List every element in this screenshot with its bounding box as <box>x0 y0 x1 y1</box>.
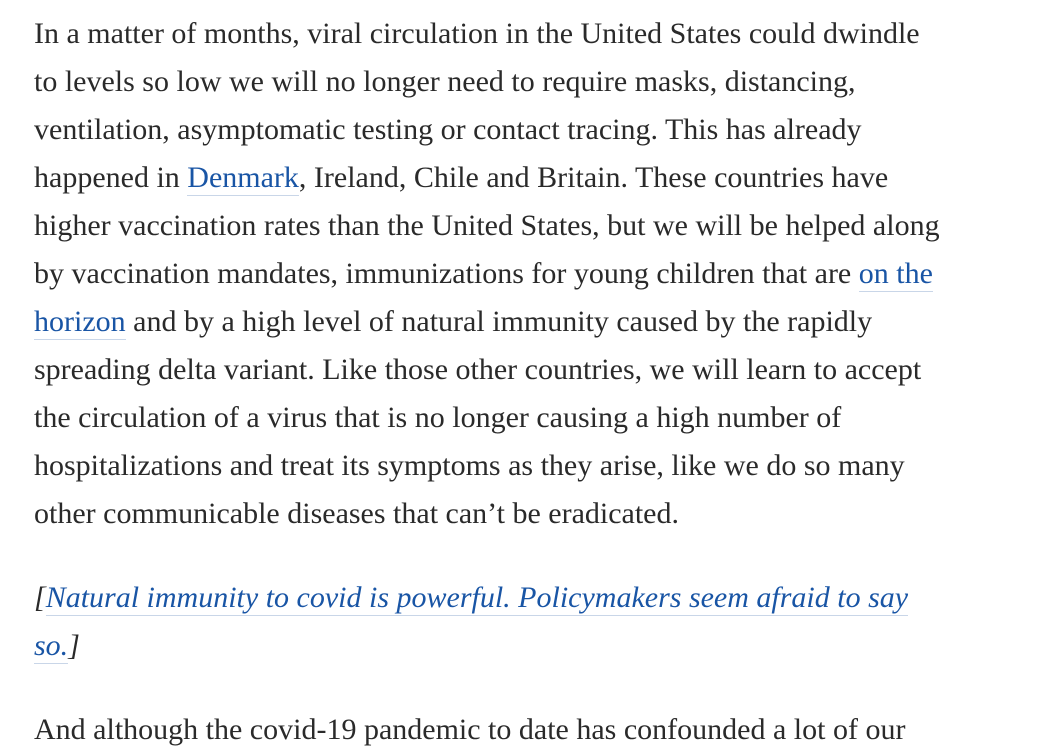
related-article-link[interactable]: Natural immunity to covid is powerful. Policymakers seem afraid to say <box>45 581 909 614</box>
paragraph <box>34 706 1044 754</box>
on-the-horizon-link[interactable]: on the <box>858 257 933 290</box>
paragraph-line: spreading delta variant. Like those other countries, we will learn to accept <box>34 353 922 386</box>
callout-line <box>34 574 1044 622</box>
paragraph-spacer <box>34 670 1044 706</box>
paragraph-line: other communicable diseases that can’t be eradicated. <box>34 497 679 530</box>
text-segment: by vaccination mandates, immunizations for young children that are <box>34 257 859 290</box>
paragraph-line: the circulation of a virus that is no longer causing a high number of <box>34 401 842 434</box>
text-segment: , Ireland, Chile and Britain. These countries have <box>298 161 889 194</box>
paragraph-line: higher vaccination rates than the United States, but we will be helped along <box>34 209 940 242</box>
paragraph-line <box>34 250 1044 298</box>
paragraph-line <box>34 154 1044 202</box>
paragraph-line: to levels so low we will no longer need to require masks, distancing, <box>34 65 856 98</box>
paragraph-line <box>34 298 1044 346</box>
text-segment: happened in <box>34 161 188 194</box>
related-article-callout <box>34 574 1044 670</box>
open-bracket: [ <box>34 581 46 614</box>
text-segment: and by a high level of natural immunity caused by the rapidly <box>125 305 873 338</box>
close-bracket: ] <box>68 629 80 662</box>
on-the-horizon-link-continued[interactable]: horizon <box>34 305 126 338</box>
denmark-link[interactable]: Denmark <box>187 161 299 194</box>
paragraph-line: And although the covid-19 pandemic to date has confounded a lot of our <box>34 713 906 746</box>
related-article-link-continued[interactable]: so. <box>34 629 69 662</box>
paragraph-line: ventilation, asymptomatic testing or contact tracing. This has already <box>34 113 862 146</box>
article-body <box>34 10 1044 754</box>
paragraph-spacer <box>34 538 1044 574</box>
paragraph-line: hospitalizations and treat its symptoms as they arise, like we do so many <box>34 449 905 482</box>
paragraph <box>34 10 1044 538</box>
callout-line <box>34 622 1044 670</box>
paragraph-line: In a matter of months, viral circulation in the United States could dwindle <box>34 17 920 50</box>
